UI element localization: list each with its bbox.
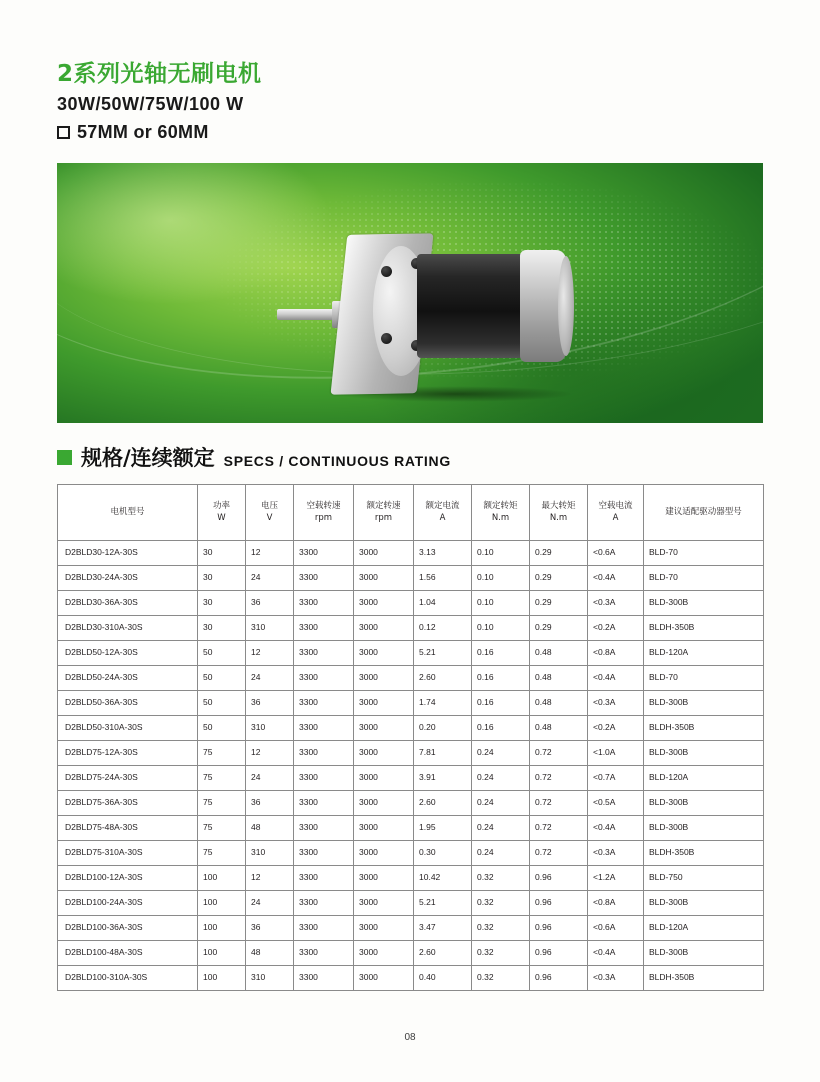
table-cell: 3300 [294, 566, 354, 591]
table-cell: 0.24 [472, 841, 530, 866]
table-cell-model: D2BLD30-310A-30S [58, 616, 198, 641]
table-cell: BLD-750 [644, 866, 764, 891]
table-cell: 310 [246, 841, 294, 866]
table-cell: <0.3A [588, 691, 644, 716]
table-cell: BLD-300B [644, 741, 764, 766]
page-title-cn: 2系列光轴无刷电机 [57, 61, 262, 87]
table-header-cell-7 [530, 485, 588, 541]
table-row [58, 741, 764, 766]
table-header-label: 额定转矩 [483, 501, 518, 512]
table-cell: BLDH-350B [644, 616, 764, 641]
table-header-cell-1 [198, 485, 246, 541]
table-cell: 3300 [294, 941, 354, 966]
table-cell: <0.5A [588, 791, 644, 816]
table-row [58, 766, 764, 791]
table-cell: 0.72 [530, 741, 588, 766]
green-square-icon [57, 450, 72, 465]
table-cell: 36 [246, 591, 294, 616]
table-cell: 100 [198, 891, 246, 916]
table-header-row [58, 485, 764, 541]
table-cell: 0.24 [472, 741, 530, 766]
table-cell: 0.24 [472, 791, 530, 816]
table-cell: BLD-300B [644, 941, 764, 966]
table-header-unit: A [612, 512, 619, 523]
table-cell: BLDH-350B [644, 716, 764, 741]
table-cell-model: D2BLD50-24A-30S [58, 666, 198, 691]
table-cell: 0.48 [530, 641, 588, 666]
table-header-unit: V [266, 512, 273, 523]
table-cell: 3300 [294, 766, 354, 791]
table-cell: <0.3A [588, 966, 644, 991]
table-row [58, 591, 764, 616]
table-cell-model: D2BLD100-48A-30S [58, 941, 198, 966]
table-cell: <0.2A [588, 716, 644, 741]
table-cell: 3.47 [414, 916, 472, 941]
motor-illustration [277, 218, 577, 383]
table-cell: 0.30 [414, 841, 472, 866]
table-cell-model: D2BLD100-36A-30S [58, 916, 198, 941]
table-header-label: 额定电流 [425, 501, 460, 512]
table-header-label: 电压 [260, 501, 278, 512]
table-cell: 0.72 [530, 816, 588, 841]
table-header-label: 功率 [212, 501, 230, 512]
table-cell-model: D2BLD100-24A-30S [58, 891, 198, 916]
table-header-label: 空载转速 [306, 501, 341, 512]
table-cell: 100 [198, 916, 246, 941]
table-cell: 12 [246, 541, 294, 566]
table-row [58, 941, 764, 966]
table-cell: 12 [246, 866, 294, 891]
motor-bolt-hole [381, 333, 392, 344]
table-header-cell-2 [246, 485, 294, 541]
table-cell: 0.96 [530, 916, 588, 941]
table-cell: 3000 [354, 566, 414, 591]
table-cell: BLD-70 [644, 566, 764, 591]
table-cell: 310 [246, 966, 294, 991]
table-cell: 100 [198, 866, 246, 891]
table-cell: 0.72 [530, 791, 588, 816]
table-cell: <0.8A [588, 641, 644, 666]
table-cell: 7.81 [414, 741, 472, 766]
table-cell: 0.48 [530, 691, 588, 716]
spec-table-head [58, 485, 764, 541]
table-cell: 3300 [294, 791, 354, 816]
table-cell: 36 [246, 916, 294, 941]
table-cell-model: D2BLD75-36A-30S [58, 791, 198, 816]
table-cell: 0.16 [472, 666, 530, 691]
section-title-cn: 规格/连续额定 [81, 446, 215, 470]
table-cell: 50 [198, 666, 246, 691]
table-row [58, 916, 764, 941]
table-cell: 3000 [354, 616, 414, 641]
table-cell: 50 [198, 691, 246, 716]
table-header-cell-9 [644, 485, 764, 541]
table-cell: 0.72 [530, 766, 588, 791]
table-cell-model: D2BLD50-310A-30S [58, 716, 198, 741]
table-cell: 0.29 [530, 616, 588, 641]
table-cell: 0.10 [472, 616, 530, 641]
table-cell: 75 [198, 791, 246, 816]
table-header-cell-3 [294, 485, 354, 541]
table-row [58, 641, 764, 666]
table-row [58, 891, 764, 916]
table-cell-model: D2BLD100-310A-30S [58, 966, 198, 991]
table-cell: 75 [198, 841, 246, 866]
table-cell: 48 [246, 941, 294, 966]
table-header-unit: W [217, 512, 226, 523]
table-cell: 3000 [354, 691, 414, 716]
table-cell: 3000 [354, 966, 414, 991]
table-cell-model: D2BLD100-12A-30S [58, 866, 198, 891]
table-cell: 75 [198, 741, 246, 766]
table-cell: 24 [246, 891, 294, 916]
table-row [58, 541, 764, 566]
table-cell: 0.32 [472, 916, 530, 941]
table-cell: 3300 [294, 741, 354, 766]
table-cell: 3300 [294, 966, 354, 991]
table-cell: 0.96 [530, 941, 588, 966]
table-cell: 50 [198, 641, 246, 666]
table-cell: 75 [198, 816, 246, 841]
title-block [57, 60, 657, 143]
table-cell: BLD-70 [644, 541, 764, 566]
table-cell: BLD-300B [644, 816, 764, 841]
table-cell: 3300 [294, 591, 354, 616]
table-cell: 100 [198, 966, 246, 991]
table-header-unit: A [439, 512, 446, 523]
page-title-size: 57MM or 60MM [77, 122, 209, 143]
table-cell: 3300 [294, 891, 354, 916]
table-cell: <0.4A [588, 666, 644, 691]
table-cell-model: D2BLD30-36A-30S [58, 591, 198, 616]
table-cell: 3000 [354, 541, 414, 566]
table-row [58, 716, 764, 741]
table-header-label: 建议适配驱动器型号 [665, 506, 742, 517]
table-row [58, 666, 764, 691]
table-cell: 3000 [354, 741, 414, 766]
table-cell: 0.29 [530, 541, 588, 566]
table-header-cell-0 [58, 485, 198, 541]
table-cell: 5.21 [414, 891, 472, 916]
table-cell-model: D2BLD75-48A-30S [58, 816, 198, 841]
table-header-unit: rpm [374, 512, 393, 523]
table-row [58, 816, 764, 841]
table-cell: <0.3A [588, 841, 644, 866]
table-cell: 30 [198, 591, 246, 616]
spec-table-container [57, 484, 763, 991]
table-header-unit: N.m [491, 512, 510, 523]
table-cell: 2.60 [414, 941, 472, 966]
table-cell: 1.74 [414, 691, 472, 716]
table-cell: 3000 [354, 916, 414, 941]
table-cell: 0.48 [530, 666, 588, 691]
table-cell: 3000 [354, 816, 414, 841]
table-cell: 0.16 [472, 716, 530, 741]
table-cell: <0.6A [588, 541, 644, 566]
table-cell: 3300 [294, 666, 354, 691]
table-cell-model: D2BLD30-24A-30S [58, 566, 198, 591]
product-hero-image [57, 163, 763, 423]
table-cell: 0.24 [472, 766, 530, 791]
table-header-cell-5 [414, 485, 472, 541]
table-row [58, 691, 764, 716]
table-cell: 3000 [354, 841, 414, 866]
table-cell: BLD-300B [644, 891, 764, 916]
table-cell: 3000 [354, 716, 414, 741]
table-cell: <0.8A [588, 891, 644, 916]
table-cell: 0.72 [530, 841, 588, 866]
table-cell: <0.6A [588, 916, 644, 941]
table-cell: 0.12 [414, 616, 472, 641]
table-row [58, 841, 764, 866]
motor-rear-cap-edge [558, 256, 574, 356]
motor-body [417, 254, 529, 358]
section-header [57, 448, 451, 469]
table-cell: 0.40 [414, 966, 472, 991]
table-cell: 0.16 [472, 641, 530, 666]
table-cell: 3000 [354, 666, 414, 691]
table-header-cell-8 [588, 485, 644, 541]
table-cell: 0.32 [472, 966, 530, 991]
table-cell: BLDH-350B [644, 841, 764, 866]
table-header-label: 最大转矩 [541, 501, 576, 512]
table-cell: 2.60 [414, 666, 472, 691]
table-cell: 3000 [354, 641, 414, 666]
table-cell: 0.29 [530, 591, 588, 616]
table-cell: 3000 [354, 941, 414, 966]
table-cell: 3300 [294, 866, 354, 891]
table-cell: 3300 [294, 716, 354, 741]
table-cell: 3300 [294, 616, 354, 641]
table-cell: <1.2A [588, 866, 644, 891]
table-cell: 30 [198, 566, 246, 591]
table-cell-model: D2BLD50-12A-30S [58, 641, 198, 666]
table-cell-model: D2BLD50-36A-30S [58, 691, 198, 716]
square-bullet-icon [57, 126, 70, 139]
table-cell: 12 [246, 641, 294, 666]
table-cell: BLDH-350B [644, 966, 764, 991]
table-cell: 12 [246, 741, 294, 766]
table-row [58, 791, 764, 816]
table-cell: 3300 [294, 816, 354, 841]
table-cell: 50 [198, 716, 246, 741]
table-cell: 0.29 [530, 566, 588, 591]
table-cell: 30 [198, 616, 246, 641]
table-cell: 3300 [294, 641, 354, 666]
table-cell: 0.48 [530, 716, 588, 741]
table-cell: <0.3A [588, 591, 644, 616]
table-cell: BLD-300B [644, 691, 764, 716]
table-cell: BLD-300B [644, 591, 764, 616]
table-cell: 3.91 [414, 766, 472, 791]
table-cell: 75 [198, 766, 246, 791]
table-header-cell-6 [472, 485, 530, 541]
table-cell: BLD-120A [644, 916, 764, 941]
table-cell: BLD-300B [644, 791, 764, 816]
spec-table-body [58, 541, 764, 991]
table-cell: BLD-120A [644, 766, 764, 791]
table-header-unit: rpm [314, 512, 333, 523]
table-cell: 0.10 [472, 541, 530, 566]
table-cell: 0.10 [472, 566, 530, 591]
table-cell: 1.95 [414, 816, 472, 841]
table-cell: 3300 [294, 841, 354, 866]
motor-bolt-hole [381, 266, 392, 277]
table-cell: 36 [246, 791, 294, 816]
table-cell: 3000 [354, 891, 414, 916]
table-cell: 310 [246, 616, 294, 641]
table-row [58, 866, 764, 891]
table-cell-model: D2BLD30-12A-30S [58, 541, 198, 566]
spec-table [57, 484, 764, 991]
table-cell: 3000 [354, 766, 414, 791]
table-cell: BLD-70 [644, 666, 764, 691]
table-header-label: 额定转速 [366, 501, 401, 512]
table-cell: 24 [246, 766, 294, 791]
section-title-en: SPECS / CONTINUOUS RATING [223, 453, 451, 469]
page-number: 08 [404, 1032, 416, 1043]
table-cell: 3300 [294, 691, 354, 716]
page-title-power: 30W/50W/75W/100 W [57, 93, 244, 114]
table-row [58, 966, 764, 991]
table-row [58, 566, 764, 591]
table-cell: 24 [246, 566, 294, 591]
table-cell: <0.4A [588, 941, 644, 966]
table-cell-model: D2BLD75-310A-30S [58, 841, 198, 866]
table-cell-model: D2BLD75-24A-30S [58, 766, 198, 791]
table-cell: <0.4A [588, 566, 644, 591]
table-cell: 3000 [354, 591, 414, 616]
table-cell: 1.56 [414, 566, 472, 591]
table-cell: 0.10 [472, 591, 530, 616]
table-cell: <0.4A [588, 816, 644, 841]
table-cell: 0.24 [472, 816, 530, 841]
table-cell: 0.32 [472, 866, 530, 891]
table-cell: <1.0A [588, 741, 644, 766]
table-header-cell-4 [354, 485, 414, 541]
table-cell: 100 [198, 941, 246, 966]
table-cell: 0.96 [530, 891, 588, 916]
table-cell: 3300 [294, 541, 354, 566]
table-cell: 3000 [354, 866, 414, 891]
table-cell: 0.16 [472, 691, 530, 716]
table-header-label: 空载电流 [598, 501, 633, 512]
table-cell: 5.21 [414, 641, 472, 666]
table-cell: 10.42 [414, 866, 472, 891]
table-cell: 48 [246, 816, 294, 841]
table-cell: 3000 [354, 791, 414, 816]
table-cell: 0.96 [530, 866, 588, 891]
table-cell: 1.04 [414, 591, 472, 616]
page-title-size-row [57, 122, 657, 143]
table-cell: 310 [246, 716, 294, 741]
table-cell: 3.13 [414, 541, 472, 566]
table-cell: 0.20 [414, 716, 472, 741]
table-row [58, 616, 764, 641]
table-cell: 0.32 [472, 941, 530, 966]
table-cell: 0.32 [472, 891, 530, 916]
table-cell: 30 [198, 541, 246, 566]
table-cell: <0.7A [588, 766, 644, 791]
table-cell: 3300 [294, 916, 354, 941]
table-cell: <0.2A [588, 616, 644, 641]
table-cell: 36 [246, 691, 294, 716]
table-cell: BLD-120A [644, 641, 764, 666]
table-cell-model: D2BLD75-12A-30S [58, 741, 198, 766]
table-cell: 2.60 [414, 791, 472, 816]
table-cell: 0.96 [530, 966, 588, 991]
table-header-label: 电机型号 [110, 506, 145, 517]
table-cell: 24 [246, 666, 294, 691]
table-header-unit: N.m [549, 512, 568, 523]
